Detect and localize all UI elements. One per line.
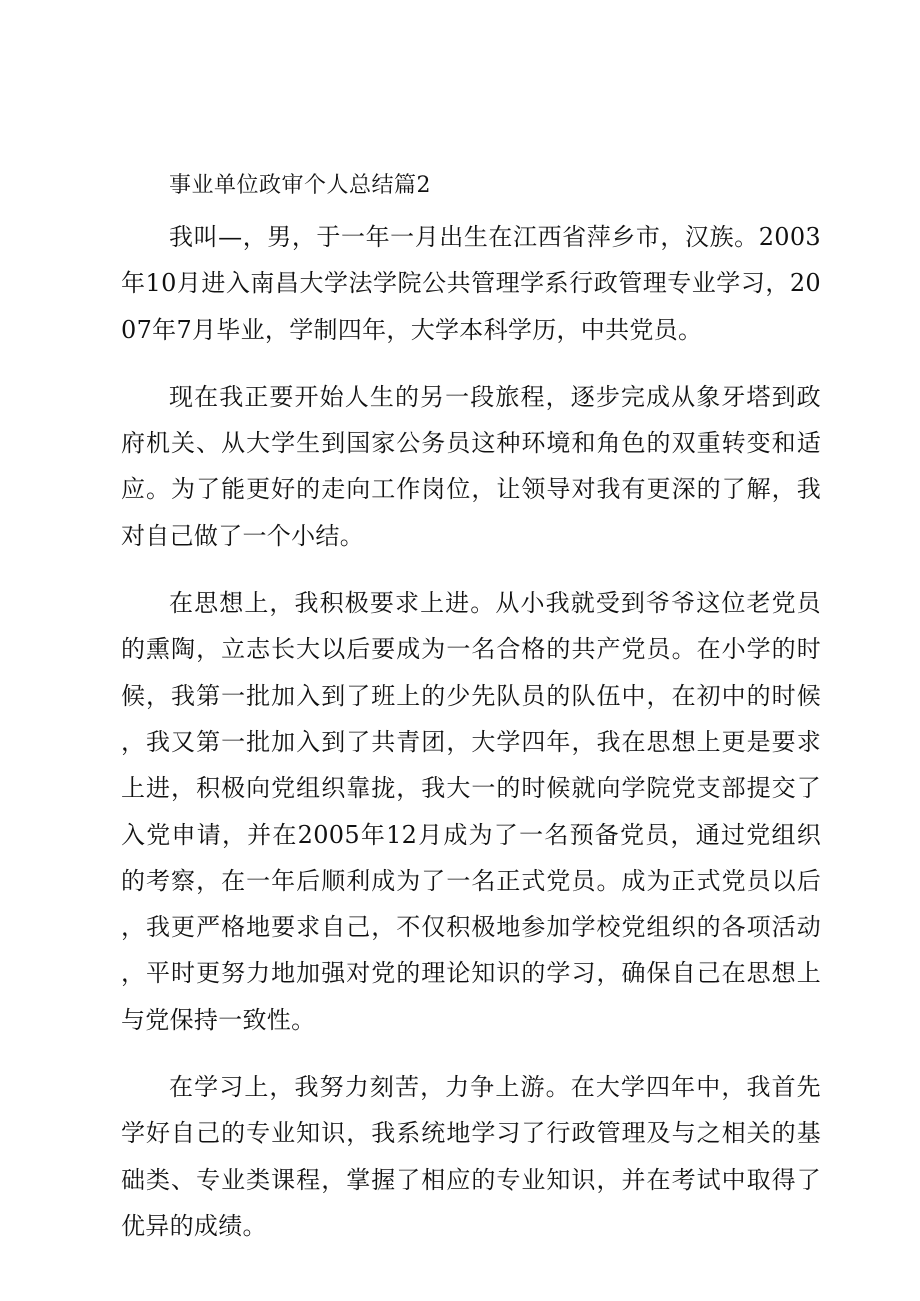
paragraph-personal-info: 我叫—，男，于一年一月出生在江西省萍乡市，汉族。2003年10月进入南昌大学法学院公共管理学系行政管理专业学习，2007年7月毕业，学制四年，大学本科学历，中共党员。 — [121, 223, 821, 344]
document-title: 事业单位政审个人总结篇2 — [169, 173, 431, 198]
document-body — [121, 163, 821, 1249]
paragraph-study: 在学习上，我努力刻苦，力争上游。在大学四年中，我首先学好自己的专业知识，我系统地学习了行政管理及与之相关的基础类、专业类课程，掌握了相应的专业知识，并在考试中取得了优异的成绩。 — [121, 1073, 821, 1240]
paragraph-introduction: 现在我正要开始人生的另一段旅程，逐步完成从象牙塔到政府机关、从大学生到国家公务员这种环境和角色的双重转变和适应。为了能更好的走向工作岗位，让领导对我有更深的了解，我对自己做了一个小结。 — [121, 382, 821, 550]
paragraph-ideology: 在思想上，我积极要求上进。从小我就受到爷爷这位老党员的熏陶，立志长大以后要成为一名合格的共产党员。在小学的时候，我第一批加入到了班上的少先队员的队伍中，在初中的时候，我又第一批加入到了共青团，大学四年，我在思想上更是要求上进，积极向党组织靠拢，我大一的时候就向学院党支部提交了入党申请，并在2005年12月成为了一名预备党员，通过党组织的考察，在一年后顺利成为了一名正式党员。成为正式党员以后，我更严格地要求自己，不仅积极地参加学校党组织的各项活动，平时更努力地加强对党的理论知识的学习，确保自己在思想上与党保持一致性。 — [121, 589, 821, 1034]
